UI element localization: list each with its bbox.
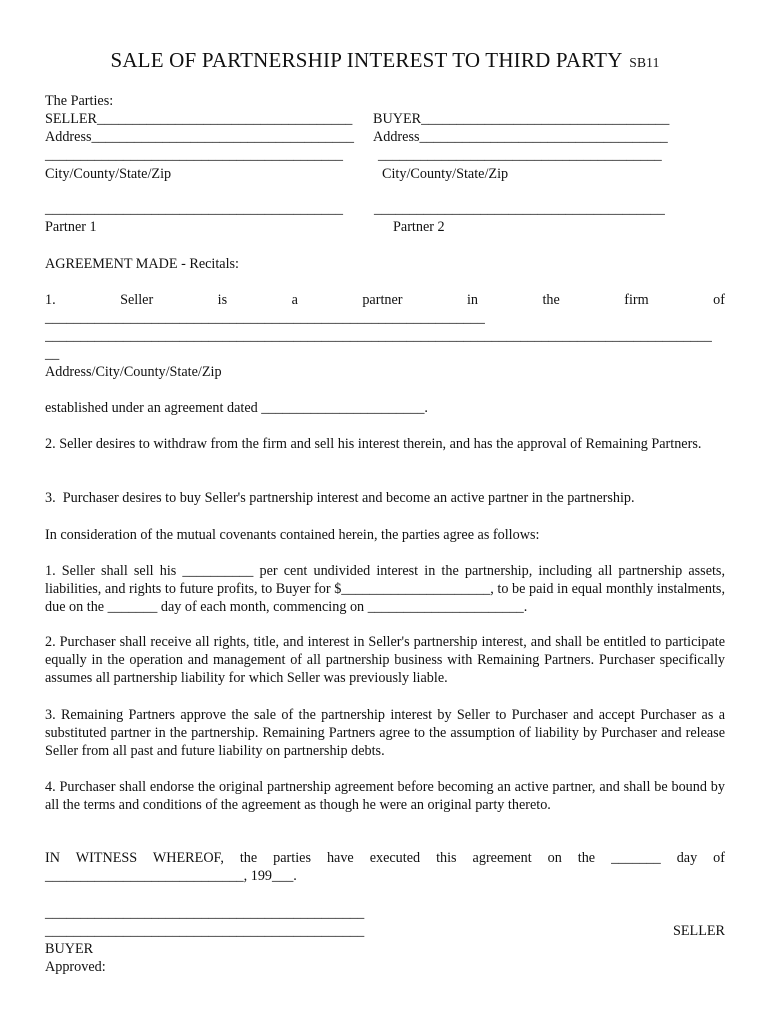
buyer-signature-line[interactable]: _____________________________________________ [45, 923, 365, 939]
seller-address-field[interactable]: Address_____________________________________ [45, 129, 354, 145]
recital-3: 3. Purchaser desires to buy Seller's partnership interest and become an active partner in the partnership. [45, 490, 635, 506]
firm-name-field[interactable]: ______________________________________________________________ [45, 310, 485, 326]
recital-2: 2. Seller desires to withdraw from the firm and sell his interest therein, and has the approval of Remaining Partners. [45, 436, 702, 452]
recital-1-word: in [466, 292, 479, 308]
clause-3: 3. Remaining Partners approve the sale of the partnership interest by Seller to Purchaser and accept Purchaser as a substituted partner in the partnership. Remaining Partners agree to the assumption of liability by Purchaser and release Seller from all past and future liability on partnership debts. [45, 707, 725, 759]
buyer-field[interactable]: BUYER___________________________________ [373, 111, 670, 127]
approved-label: Approved: [45, 959, 106, 975]
buyer-city-label: City/County/State/Zip [382, 166, 509, 182]
partner1-label: Partner 1 [45, 219, 97, 235]
witness-line-1[interactable]: IN WITNESS WHEREOF, the parties have executed this agreement on the _______ day of [45, 850, 725, 866]
established-date-line[interactable]: established under an agreement dated _______________________. [45, 400, 428, 416]
form-code: SB11 [629, 55, 660, 70]
document-title [0, 46, 770, 77]
recital-1-word: the [542, 292, 560, 308]
recital-1-line [45, 291, 725, 309]
recital-1-word: is [217, 292, 228, 308]
recital-1-word: 1. [45, 292, 56, 308]
buyer-signature-label: BUYER [45, 941, 94, 957]
buyer-address-field[interactable]: Address___________________________________ [373, 129, 668, 145]
partner2-signature-field[interactable]: _________________________________________ [374, 201, 665, 217]
recitals-heading: AGREEMENT MADE - Recitals: [45, 256, 240, 272]
recital-1-word: a [291, 292, 298, 308]
buyer-city-field[interactable]: ________________________________________ [378, 147, 662, 163]
consideration-text: In consideration of the mutual covenants contained herein, the parties agree as follows: [45, 527, 540, 543]
recital-1-word: Seller [120, 292, 154, 308]
clause-1[interactable]: 1. Seller shall sell his __________ per cent undivided interest in the partnership, including all partnership assets, liabilities, and rights to future profits, to Buyer for $_____________________, to be paid in equal monthly instalments, due on the _______ day of each month, commencing on ______________________. [45, 563, 725, 615]
firm-address-field-overflow: __ [45, 346, 60, 362]
seller-city-label: City/County/State/Zip [45, 166, 172, 182]
partner2-label: Partner 2 [393, 219, 445, 235]
recital-1-word: firm [624, 292, 649, 308]
witness-line-2[interactable]: ____________________________, 199___. [45, 868, 297, 884]
seller-field[interactable]: SELLER____________________________________ [45, 111, 353, 127]
clause-4: 4. Purchaser shall endorse the original partnership agreement before becoming an active partner, and shall be bound by all the terms and conditions of the agreement as though he were an original party thereto. [45, 779, 725, 813]
clause-2: 2. Purchaser shall receive all rights, title, and interest in Seller's partnership interest, and shall be entitled to participate equally in the operation and management of all partnership business with Remaining Partners. Purchaser specifically assumes all partnership liability for which Seller was previously liable. [45, 634, 725, 686]
seller-signature-line[interactable]: _____________________________________________ [45, 905, 365, 921]
recital-1-word: partner [362, 292, 403, 308]
seller-signature-label: SELLER [672, 923, 725, 939]
partner1-signature-field[interactable]: __________________________________________ [45, 201, 343, 217]
recital-1-word: of [713, 292, 725, 308]
firm-address-label: Address/City/County/State/Zip [45, 364, 222, 380]
title-text: SALE OF PARTNERSHIP INTEREST TO THIRD PARTY [110, 48, 622, 72]
parties-heading: The Parties: [45, 93, 114, 109]
seller-city-field[interactable]: __________________________________________ [45, 147, 343, 163]
firm-address-field[interactable]: ______________________________________________________________________________________________ [45, 328, 712, 344]
